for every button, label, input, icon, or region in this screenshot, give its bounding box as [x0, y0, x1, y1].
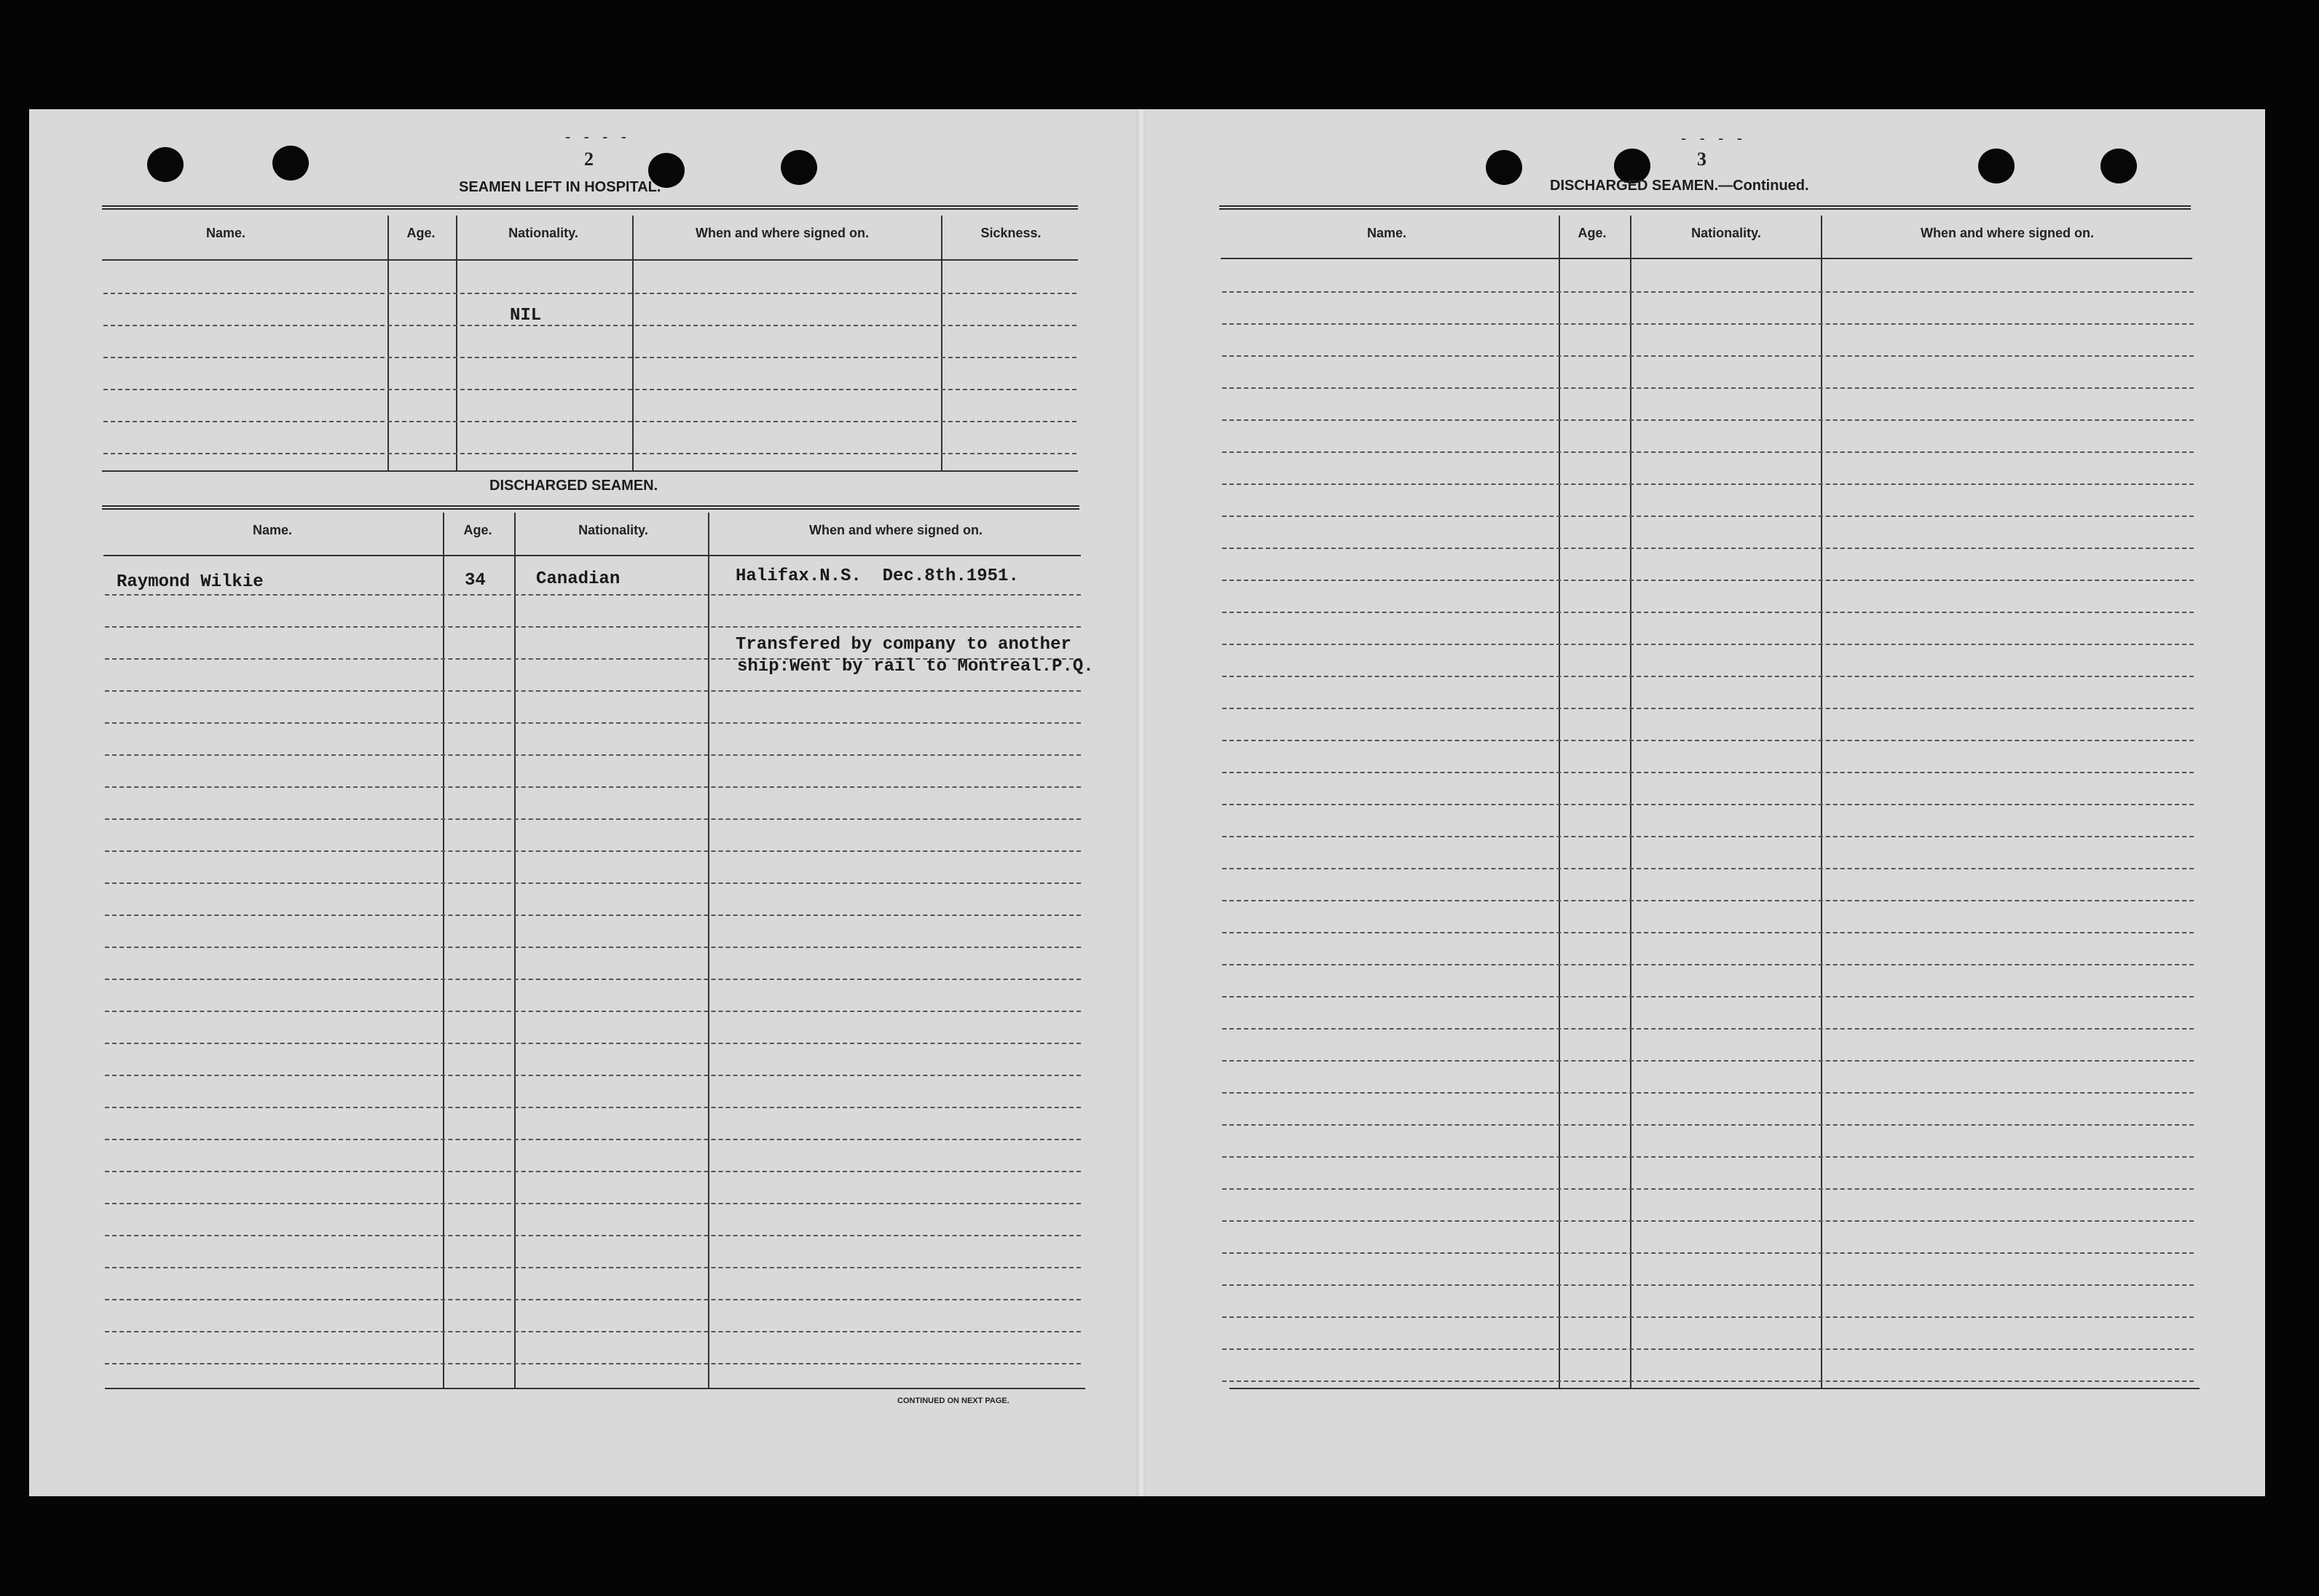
punch-hole — [1978, 149, 2015, 183]
col-header-name: Name. — [205, 226, 246, 240]
discharged-divider — [443, 513, 444, 1388]
ruled-line — [1222, 1284, 2194, 1286]
col-header-age: Age. — [1578, 226, 1607, 240]
ruled-line — [105, 626, 1081, 628]
right-bottom-rule — [1229, 1388, 2200, 1389]
col-header-nationality: Nationality. — [508, 226, 578, 240]
page-ticks: - - - - — [565, 128, 631, 146]
ruled-line — [105, 1075, 1081, 1076]
seaman-name: Raymond Wilkie — [117, 572, 264, 592]
discharged-section-title: DISCHARGED SEAMEN. — [489, 478, 658, 494]
ruled-line — [103, 325, 1076, 326]
hospital-bottom-rule — [102, 470, 1078, 472]
col-header-nationality: Nationality. — [1691, 226, 1761, 240]
ruled-line — [1222, 1252, 2194, 1254]
page-number: 2 — [584, 149, 594, 170]
ruled-line — [1222, 483, 2194, 485]
ruled-line — [105, 818, 1081, 820]
hospital-divider — [387, 216, 389, 470]
seaman-signed-on: Halifax.N.S. Dec.8th.1951. — [736, 566, 1019, 586]
page-ticks: - - - - — [1681, 130, 1747, 147]
ruled-line — [1222, 387, 2194, 389]
hospital-entry: NIL — [510, 306, 542, 325]
discharged-top-rule — [102, 505, 1079, 510]
ruled-line — [1222, 740, 2194, 741]
ruled-line — [1222, 1220, 2194, 1222]
ruled-line — [105, 1171, 1081, 1172]
ruled-line — [1222, 836, 2194, 837]
ruled-line — [1222, 515, 2194, 517]
ruled-line — [1222, 964, 2194, 965]
col-header-nationality: Nationality. — [578, 523, 648, 537]
ruled-line — [105, 1299, 1081, 1300]
ruled-line — [105, 1107, 1081, 1108]
col-header-sickness: Sickness. — [980, 226, 1042, 240]
ruled-line — [105, 1011, 1081, 1012]
right-divider — [1821, 216, 1822, 1388]
ruled-line — [1222, 644, 2194, 645]
ruled-line — [105, 1331, 1081, 1332]
ruled-line — [105, 914, 1081, 916]
ruled-line — [1222, 708, 2194, 709]
col-header-signed-on: When and where signed on. — [1920, 226, 2095, 240]
page-fold — [1136, 109, 1146, 1496]
ruled-line — [105, 1235, 1081, 1236]
ruled-line — [105, 786, 1081, 788]
hospital-top-rule — [102, 205, 1078, 210]
ruled-line — [105, 1363, 1081, 1364]
col-header-signed-on: When and where signed on. — [808, 523, 983, 537]
discharged-header-rule — [103, 555, 1081, 556]
ruled-line — [1222, 804, 2194, 805]
hospital-divider — [456, 216, 457, 470]
hospital-divider — [632, 216, 634, 470]
hospital-header-rule — [102, 259, 1078, 261]
hospital-section-title: SEAMEN LEFT IN HOSPITAL. — [459, 179, 661, 195]
right-top-rule — [1219, 205, 2191, 210]
ruled-line — [103, 421, 1076, 422]
ruled-line — [103, 453, 1076, 454]
ruled-line — [105, 947, 1081, 948]
ruled-line — [105, 850, 1081, 852]
ruled-line — [1222, 1156, 2194, 1158]
ruled-line — [1222, 1380, 2194, 1382]
ruled-line — [1222, 323, 2194, 325]
ruled-line — [1222, 1028, 2194, 1030]
ruled-line — [103, 293, 1076, 294]
ruled-line — [1222, 996, 2194, 998]
ruled-line — [1222, 612, 2194, 613]
ruled-line — [1222, 451, 2194, 453]
punch-hole — [781, 150, 817, 185]
ruled-line — [1222, 772, 2194, 773]
ruled-line — [1222, 1316, 2194, 1318]
punch-hole — [1486, 150, 1522, 185]
ruled-line — [105, 754, 1081, 756]
col-header-name: Name. — [252, 523, 293, 537]
ruled-line — [1222, 868, 2194, 869]
ruled-line — [103, 389, 1076, 390]
hospital-divider — [941, 216, 942, 470]
col-header-name: Name. — [1366, 226, 1407, 240]
ruled-line — [1222, 580, 2194, 581]
ruled-line — [1222, 548, 2194, 549]
ruled-line — [1222, 900, 2194, 901]
col-header-signed-on: When and where signed on. — [695, 226, 870, 240]
continued-note: CONTINUED ON NEXT PAGE. — [897, 1396, 1009, 1405]
document-sheet — [29, 109, 2265, 1496]
discharged-bottom-rule — [105, 1388, 1085, 1389]
seaman-nationality: Canadian — [536, 569, 621, 589]
ruled-line — [105, 690, 1081, 692]
punch-hole — [147, 147, 184, 182]
seaman-remark-line: Transfered by company to another — [736, 635, 1071, 655]
ruled-line — [105, 722, 1081, 724]
ruled-line — [1222, 1188, 2194, 1190]
right-divider — [1630, 216, 1631, 1388]
ruled-line — [105, 1139, 1081, 1140]
ruled-line — [105, 594, 1081, 596]
ruled-line — [105, 979, 1081, 980]
seaman-age: 34 — [465, 571, 486, 590]
ruled-line — [1222, 932, 2194, 933]
discharged-divider — [708, 513, 709, 1388]
ruled-line — [105, 1043, 1081, 1044]
punch-hole — [272, 146, 309, 181]
discharged-divider — [514, 513, 516, 1388]
ruled-line — [1222, 1092, 2194, 1094]
seaman-remark-line: ship:Went by rail to Montreal.P.Q. — [737, 657, 1094, 676]
page-number: 3 — [1697, 149, 1706, 170]
discharged-continued-title: DISCHARGED SEAMEN.—Continued. — [1550, 178, 1809, 194]
punch-hole — [2101, 149, 2137, 183]
ruled-line — [1222, 1348, 2194, 1350]
right-header-rule — [1221, 258, 2192, 259]
ruled-line — [1222, 676, 2194, 677]
ruled-line — [105, 882, 1081, 884]
right-divider — [1559, 216, 1560, 1388]
ruled-line — [105, 1267, 1081, 1268]
ruled-line — [105, 1203, 1081, 1204]
col-header-age: Age. — [406, 226, 436, 240]
ruled-line — [1222, 1124, 2194, 1126]
ruled-line — [103, 357, 1076, 358]
ruled-line — [1222, 355, 2194, 357]
ruled-line — [1222, 419, 2194, 421]
ruled-line — [1222, 291, 2194, 293]
col-header-age: Age. — [463, 523, 492, 537]
ruled-line — [1222, 1060, 2194, 1062]
